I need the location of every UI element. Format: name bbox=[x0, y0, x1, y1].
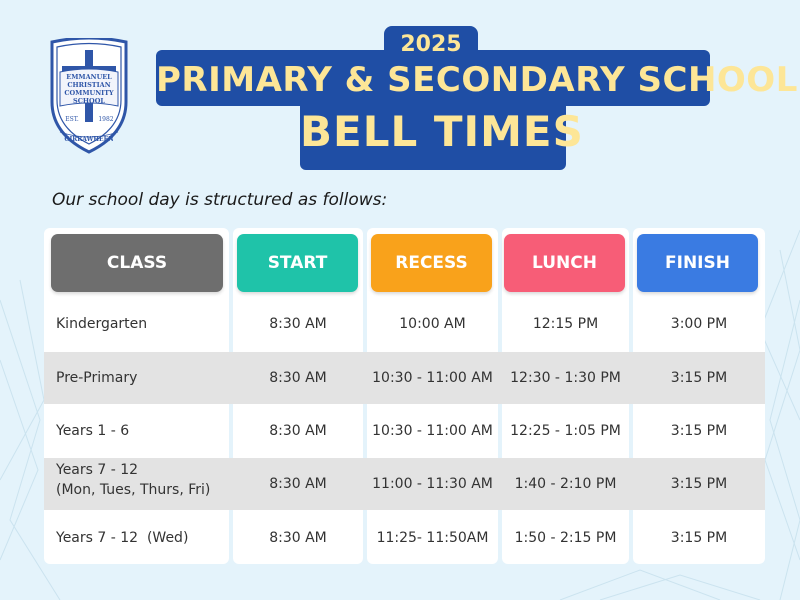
row-4-recess: 11:00 - 11:30 AM bbox=[372, 476, 493, 492]
row-2-class: Pre-Primary bbox=[56, 370, 138, 386]
row-4-finish: 3:15 PM bbox=[670, 476, 728, 492]
crest-line-1: EMMANUEL bbox=[66, 73, 112, 81]
row-4-class: Years 7 - 12 bbox=[56, 462, 139, 478]
header-finish: FINISH bbox=[637, 234, 758, 292]
crest-year: 1982 bbox=[98, 116, 114, 123]
row-5-start: 8:30 AM bbox=[269, 530, 327, 546]
bell-times-table bbox=[44, 228, 765, 564]
page-title: PRIMARY & SECONDARY SCHOOL bbox=[156, 60, 798, 100]
row-4-class-days: (Mon, Tues, Thurs, Fri) bbox=[56, 482, 211, 498]
row-1-lunch: 12:15 PM bbox=[532, 316, 599, 332]
row-1-finish: 3:00 PM bbox=[670, 316, 728, 332]
school-crest-logo bbox=[46, 38, 132, 156]
row-1-start: 8:30 AM bbox=[269, 316, 327, 332]
row-3-lunch: 12:25 - 1:05 PM bbox=[510, 423, 621, 439]
intro-text: Our school day is structured as follows: bbox=[52, 190, 388, 210]
crest-line-3: COMMUNITY bbox=[64, 89, 114, 97]
row-5-finish: 3:15 PM bbox=[670, 530, 728, 546]
row-3-class: Years 1 - 6 bbox=[56, 423, 130, 439]
row-1-recess: 10:00 AM bbox=[399, 316, 466, 332]
crest-est: EST. bbox=[65, 116, 79, 123]
header-class: CLASS bbox=[51, 234, 223, 292]
header-recess: RECESS bbox=[371, 234, 492, 292]
crest-line-2: CHRISTIAN bbox=[67, 81, 111, 89]
row-3-start: 8:30 AM bbox=[269, 423, 327, 439]
row-5-class: Years 7 - 12 (Wed) bbox=[56, 530, 189, 546]
row-2-start: 8:30 AM bbox=[269, 370, 327, 386]
row-1-class: Kindergarten bbox=[56, 316, 148, 332]
row-5-recess: 11:25- 11:50AM bbox=[376, 530, 489, 546]
crest-line-4: SCHOOL bbox=[73, 97, 105, 105]
row-2-lunch: 12:30 - 1:30 PM bbox=[510, 370, 621, 386]
row-2-finish: 3:15 PM bbox=[670, 370, 728, 386]
header-lunch: LUNCH bbox=[504, 234, 625, 292]
row-3-finish: 3:15 PM bbox=[670, 423, 728, 439]
row-2-recess: 10:30 - 11:00 AM bbox=[372, 370, 493, 386]
row-4-start: 8:30 AM bbox=[269, 476, 327, 492]
row-4-lunch: 1:40 - 2:10 PM bbox=[514, 476, 617, 492]
row-4-class-cell bbox=[56, 460, 231, 510]
title-year: 2025 bbox=[400, 32, 462, 57]
crest-location: GIRRAWHEEN bbox=[64, 136, 114, 143]
row-3-recess: 10:30 - 11:00 AM bbox=[372, 423, 493, 439]
page-subtitle: BELL TIMES bbox=[300, 107, 584, 156]
row-5-lunch: 1:50 - 2:15 PM bbox=[514, 530, 617, 546]
header-start: START bbox=[237, 234, 358, 292]
